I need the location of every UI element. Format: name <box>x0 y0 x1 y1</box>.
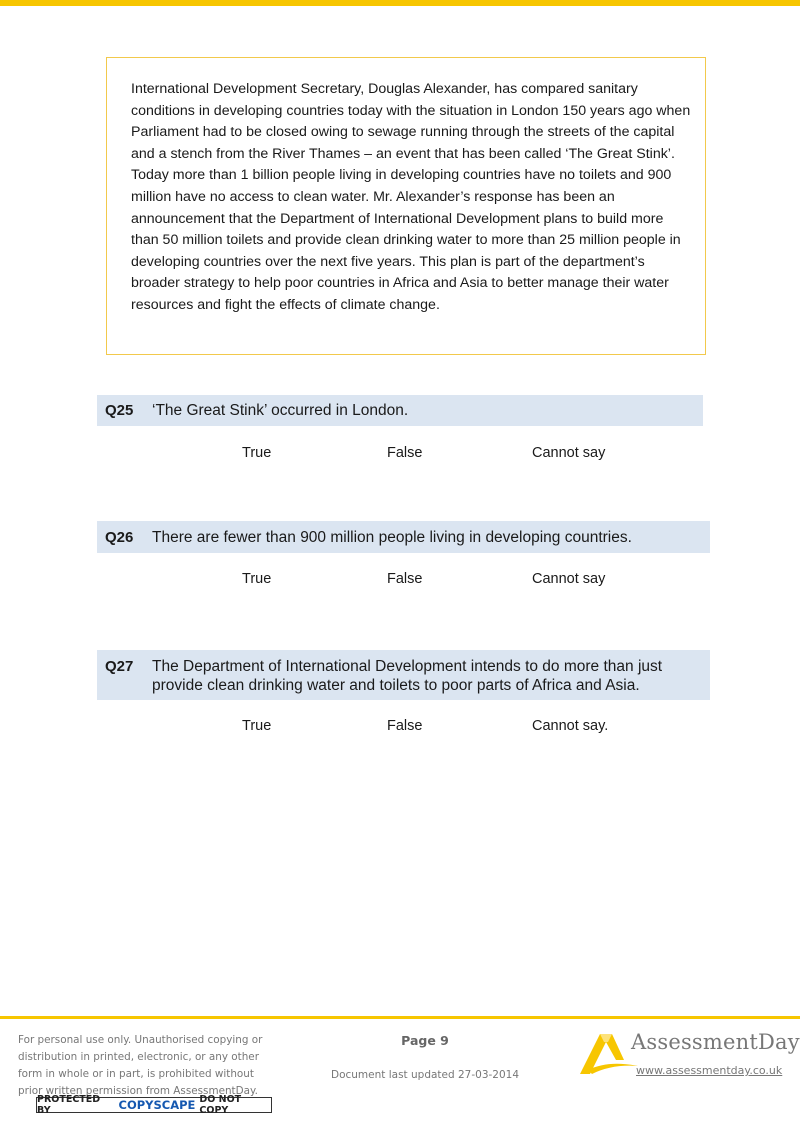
question-27 <box>97 650 710 700</box>
question-25 <box>97 395 703 426</box>
question-26 <box>97 521 710 553</box>
q25-option-true[interactable]: True <box>242 445 272 461</box>
top-accent-bar <box>0 0 800 6</box>
q27-option-cannot-say[interactable]: Cannot say. <box>532 718 609 734</box>
passage-box <box>106 57 706 355</box>
notice-line: prior written permission from AssessmentDay. <box>18 1085 258 1097</box>
copyscape-suffix: DO NOT COPY <box>199 1094 242 1116</box>
question-text-line-1: The Department of International Development intends to do more than just <box>152 658 663 675</box>
copyscape-prefix: PROTECTED BY <box>37 1094 101 1116</box>
question-number: Q25 <box>105 402 134 419</box>
q26-option-false[interactable]: False <box>387 571 423 587</box>
question-number: Q27 <box>105 658 134 675</box>
page-number: Page 9 <box>401 1033 449 1048</box>
notice-line: form in whole or in part, is prohibited without <box>18 1068 254 1080</box>
copyright-notice <box>18 1032 288 1100</box>
q26-option-true[interactable]: True <box>242 571 272 587</box>
logo-text: AssessmentDay <box>631 1030 800 1054</box>
question-number: Q26 <box>105 529 134 546</box>
notice-line: distribution in printed, electronic, or any other <box>18 1051 259 1063</box>
q25-option-cannot-say[interactable]: Cannot say <box>532 445 606 461</box>
question-text: There are fewer than 900 million people living in developing countries. <box>152 529 632 546</box>
last-updated: Document last updated 27-03-2014 <box>330 1069 520 1081</box>
q27-option-true[interactable]: True <box>242 718 272 734</box>
website-link[interactable]: www.assessmentday.co.uk <box>636 1064 783 1077</box>
question-text-line-2: provide clean drinking water and toilets to poor parts of Africa and Asia. <box>152 677 640 694</box>
q27-option-false[interactable]: False <box>387 718 423 734</box>
copyscape-badge[interactable] <box>36 1094 272 1116</box>
copyscape-brand: COPYSCAPE <box>118 1098 196 1112</box>
q25-option-false[interactable]: False <box>387 445 423 461</box>
passage-text: International Development Secretary, Douglas Alexander, has compared sanitary conditions in developing countries today with the situation in London 150 years ago when Parliament had to be closed owing to sewage running through the streets of the capital and a stench from the River Thames – an event that has been called ‘The Great Stink’. Today more than 1 billion people living in developing countries have no toilets and 900 million have no access to clean water. Mr. Alexander’s response has been an announcement that the Department of International Development plans to build more than 50 million toilets and provide clean drinking water to more than 25 million people in developing countries over the next five years. This plan is part of the department’s broader strategy to help poor countries in Africa and Asia to better manage their water resources and fight the effects of climate change. <box>131 81 691 313</box>
footer-accent-line <box>0 1016 800 1019</box>
q26-option-cannot-say[interactable]: Cannot say <box>532 571 606 587</box>
question-text: ‘The Great Stink’ occurred in London. <box>152 402 409 419</box>
notice-line: For personal use only. Unauthorised copying or <box>18 1034 263 1046</box>
